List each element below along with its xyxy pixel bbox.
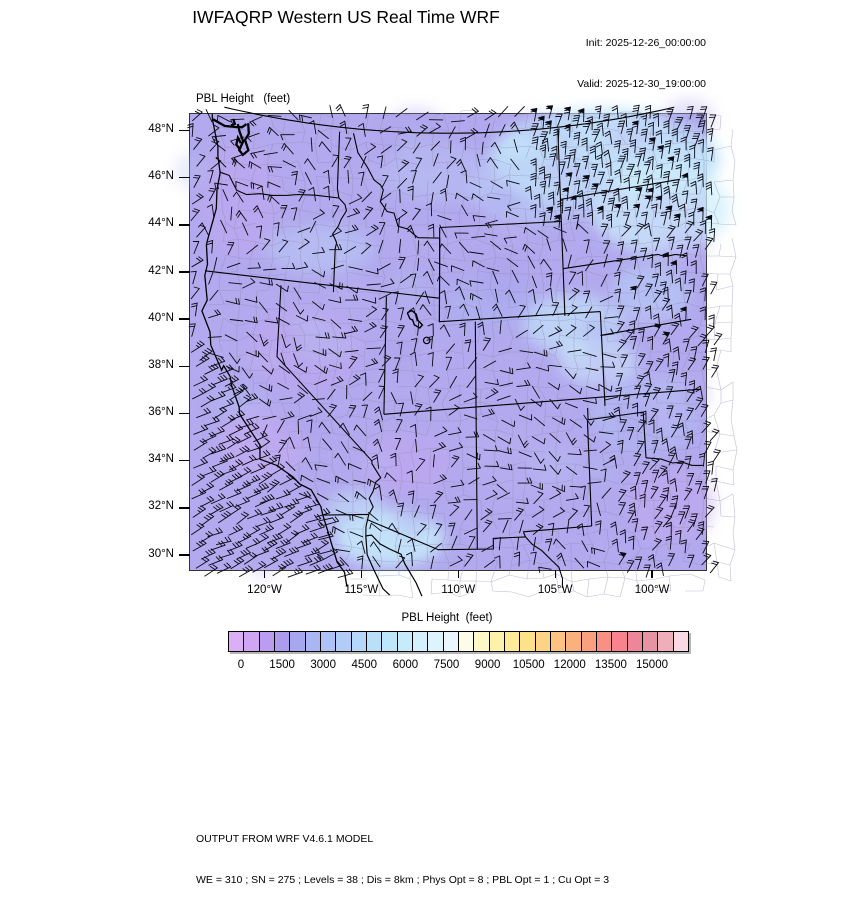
colorbar-tick-label: 9000 xyxy=(474,659,501,671)
lat-tick-label: 32°N xyxy=(148,500,174,513)
colorbar-cell xyxy=(505,632,520,651)
colorbar-tick-label: 13500 xyxy=(594,659,627,671)
lon-tick xyxy=(264,570,266,578)
lat-tick xyxy=(179,366,190,368)
colorbar-cell xyxy=(536,632,551,651)
lon-tick xyxy=(458,570,460,578)
lon-tick xyxy=(555,570,557,578)
lat-tick-label: 36°N xyxy=(148,406,174,418)
colorbar-cell xyxy=(474,632,489,651)
pbl-wind-map xyxy=(190,114,706,570)
lat-tick-label: 42°N xyxy=(148,264,174,277)
colorbar-cell xyxy=(244,632,259,651)
lat-tick-label: 34°N xyxy=(148,453,174,466)
colorbar-cell xyxy=(428,632,443,651)
colorbar-cell xyxy=(336,632,351,651)
lat-tick xyxy=(179,507,190,509)
lat-tick xyxy=(179,224,190,226)
lat-tick-label: 38°N xyxy=(148,358,174,371)
lon-tick xyxy=(651,570,653,578)
colorbar-cell xyxy=(628,632,643,651)
colorbar-cell xyxy=(290,632,305,651)
colorbar-cell xyxy=(367,632,382,651)
lat-tick xyxy=(179,130,190,132)
colorbar-cell xyxy=(306,632,321,651)
colorbar-cell xyxy=(520,632,535,651)
lat-tick xyxy=(179,271,190,273)
lat-tick xyxy=(179,413,190,415)
colorbar-cell xyxy=(597,632,612,651)
lat-tick-label: 44°N xyxy=(148,217,174,230)
colorbar-title: PBL Height (feet) xyxy=(401,612,493,624)
colorbar-cell xyxy=(229,632,244,651)
lon-tick-label: 110°W xyxy=(441,584,476,596)
colorbar-tick-label: 10500 xyxy=(512,659,545,671)
lon-tick-label: 105°W xyxy=(537,584,573,596)
lat-tick-label: 40°N xyxy=(148,311,174,324)
model-config: WE = 310 ; SN = 275 ; Levels = 38 ; Dis = 8km ; Phys Opt = 8 ; PBL Opt = 1 ; Cu Opt = 3 xyxy=(196,873,610,886)
model-version: OUTPUT FROM WRF V4.6.1 MODEL xyxy=(196,833,374,845)
lon-tick-label: 115°W xyxy=(344,584,379,596)
colorbar-cell xyxy=(582,632,597,651)
colorbar-cell xyxy=(674,632,688,651)
lat-tick xyxy=(179,460,190,462)
colorbar-tick-label: 0 xyxy=(237,659,245,671)
lat-tick-label: 48°N xyxy=(148,123,174,135)
colorbar-cell xyxy=(382,632,397,651)
lat-tick xyxy=(179,318,190,320)
colorbar-cell xyxy=(260,632,275,651)
colorbar-tick-label: 1500 xyxy=(269,659,295,671)
colorbar-cell xyxy=(444,632,459,651)
lat-tick-label: 30°N xyxy=(148,547,174,560)
colorbar-cell xyxy=(398,632,413,651)
init-time: Init: 2025-12-26_00:00:00 xyxy=(585,37,706,49)
colorbar-cell xyxy=(275,632,290,651)
lat-tick xyxy=(179,177,190,179)
colorbar-cell xyxy=(352,632,367,651)
lon-tick-label: 100°W xyxy=(634,584,670,596)
colorbar-cell xyxy=(321,632,336,651)
lat-tick xyxy=(179,554,190,556)
colorbar-tick-label: 6000 xyxy=(392,659,419,671)
field-label-pbl: PBL Height (feet) xyxy=(196,93,291,105)
colorbar-tick-label: 12000 xyxy=(553,659,586,671)
lat-tick-label: 46°N xyxy=(148,170,174,183)
colorbar-tick-label: 4500 xyxy=(351,659,378,671)
model-info xyxy=(196,806,609,914)
colorbar-cell xyxy=(643,632,658,651)
colorbar-cell xyxy=(490,632,505,651)
valid-time: Valid: 2025-12-30_19:00:00 xyxy=(577,77,706,90)
colorbar-tick-label: 3000 xyxy=(310,659,336,671)
colorbar-cell xyxy=(658,632,673,651)
map-canvas xyxy=(189,113,707,571)
colorbar-tick-label: 15000 xyxy=(636,659,668,671)
colorbar-cell xyxy=(566,632,581,651)
colorbar-cell xyxy=(459,632,474,651)
colorbar-cell xyxy=(551,632,566,651)
lon-tick-label: 120°W xyxy=(247,584,282,596)
colorbar-cell xyxy=(612,632,627,651)
colorbar xyxy=(228,631,689,652)
colorbar-cell xyxy=(413,632,428,651)
colorbar-tick-label: 7500 xyxy=(433,659,460,671)
lon-tick xyxy=(361,570,363,578)
page-title: IWFAQRP Western US Real Time WRF xyxy=(192,7,500,27)
